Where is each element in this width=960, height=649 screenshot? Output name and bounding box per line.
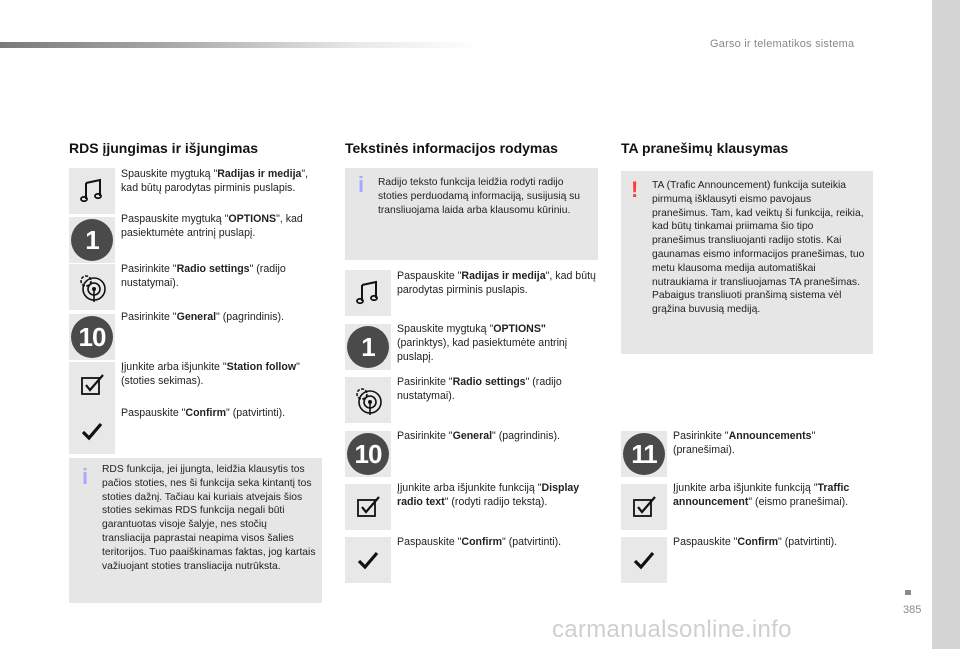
text-info-panel (345, 168, 598, 260)
confirm-check-icon (621, 537, 667, 583)
section-title-rds: RDS įjungimas ir išjungimas (69, 140, 259, 156)
rds-info-text: RDS funkcija, jei įjungta, leidžia klausytis tos pačios stoties, nes ši funkcija seka kintantį tos stoties dažnį. Tačiau kai kuriais atvejais šios stoties sekimas RDS funkcija negali būti garantuotas visoje šalyje, nes stočių transliacija paprastai neapima visos šalies teritorijos. Tuo paaiškinamas faktas, jog kartais važiuojant stoties transliacija nutrūksta. (102, 464, 316, 572)
radio-settings-icon (69, 264, 115, 310)
text-step-display-radio-text: Įjunkite arba išjunkite funkciją "Display radio text" (rodyti radijo tekstą). (397, 482, 580, 509)
confirm-check-icon (69, 408, 115, 454)
music-note-glyph (78, 177, 106, 205)
music-note-glyph (354, 279, 382, 307)
checkbox-icon (69, 362, 115, 408)
text-step-radio-settings: Pasirinkite "Radio settings" (radijo nustatymai). (397, 376, 562, 403)
checkbox-glyph (355, 494, 381, 520)
step-number-10-box (69, 314, 115, 360)
step-number-10-box (345, 431, 391, 477)
chapter-title: Garso ir telematikos sistema (710, 38, 855, 50)
section-title-ta: TA pranešimų klausymas (621, 140, 789, 156)
confirm-check-icon (345, 537, 391, 583)
page-edge-bar (932, 0, 960, 649)
check-glyph (632, 548, 656, 572)
checkbox-glyph (79, 372, 105, 398)
section-title-text-info: Tekstinės informacijos rodymas (345, 140, 558, 156)
info-icon: i (82, 464, 89, 489)
ta-warning-text: TA (Trafic Announcement) funkcija suteikia pirmumą išklausyti eismo pavojaus pranešimus. Tam, kad veiktų ši funkcija, reikia, kad būtų tinkamai priimama šio tipo pranešimus transliuojanti radijo stotis. Kai gaunamas eismo informacijos pranešimas, tuo metu klausoma medija automatiškai nutraukiama ir transliuojamas TA pranešimas. Pabaigus transliuoti pranšimą sistema vėl grąžina buvusią mediją. (652, 180, 865, 316)
step-number-10: 10 (71, 316, 113, 358)
rds-step-radio-settings: Pasirinkite "Radio settings" (radijo nustatymai). (121, 263, 286, 290)
ta-step-traffic-announcement: Įjunkite arba išjunkite funkciją "Traffic announcement" (eismo pranešimai). (673, 482, 850, 509)
rds-step-radio-media: Spauskite mygtuką "Radijas ir medija", kad būtų parodytas pirminis puslapis. (121, 168, 309, 195)
radio-settings-glyph (75, 270, 109, 304)
radio-settings-glyph (351, 383, 385, 417)
music-note-icon (345, 270, 391, 316)
text-step-options: Spauskite mygtuką "OPTIONS" (parinktys), kad pasiektumėte antrinį puslapį. (397, 323, 568, 364)
header-gradient-bar (0, 42, 480, 48)
checkbox-icon (621, 484, 667, 530)
page-marker (905, 590, 911, 595)
step-number-11-box (621, 431, 667, 477)
text-info-panel-text: Radijo teksto funkcija leidžia rodyti radijo stoties perduodamą informaciją, susijusią su transliuojama laida arba klausomu kūriniu. (378, 177, 581, 216)
step-number-11: 11 (623, 433, 665, 475)
ta-warning-panel (621, 171, 873, 354)
checkbox-glyph (631, 494, 657, 520)
text-step-radio-media: Paspauskite "Radijas ir medija", kad būtų parodytas pirminis puslapis. (397, 270, 596, 297)
rds-step-station-follow: Įjunkite arba išjunkite "Station follow" (stoties sekimas). (121, 361, 300, 388)
music-note-icon (69, 168, 115, 214)
step-number-1: 1 (347, 326, 389, 368)
step-number-1-box (345, 324, 391, 370)
ta-step-confirm: Paspauskite "Confirm" (patvirtinti). (673, 536, 838, 548)
rds-step-confirm: Paspauskite "Confirm" (patvirtinti). (121, 407, 286, 419)
checkbox-icon (345, 484, 391, 530)
page-number: 385 (903, 604, 922, 616)
rds-step-general: Pasirinkite "General" (pagrindinis). (121, 311, 284, 323)
rds-info-panel (69, 458, 322, 603)
info-icon: i (358, 172, 365, 197)
warning-icon: ! (631, 177, 639, 202)
radio-settings-icon (345, 377, 391, 423)
step-number-1-box (69, 217, 115, 263)
ta-step-announcements: Pasirinkite "Announcements" (pranešimai). (673, 430, 816, 457)
step-number-1: 1 (71, 219, 113, 261)
text-step-general: Pasirinkite "General" (pagrindinis). (397, 430, 560, 442)
check-glyph (80, 419, 104, 443)
rds-step-options: Paspauskite mygtuką "OPTIONS", kad pasiektumėte antrinį puslapį. (121, 213, 303, 240)
step-number-10: 10 (347, 433, 389, 475)
text-step-confirm: Paspauskite "Confirm" (patvirtinti). (397, 536, 562, 548)
check-glyph (356, 548, 380, 572)
watermark: carmanualsonline.info (552, 616, 792, 643)
